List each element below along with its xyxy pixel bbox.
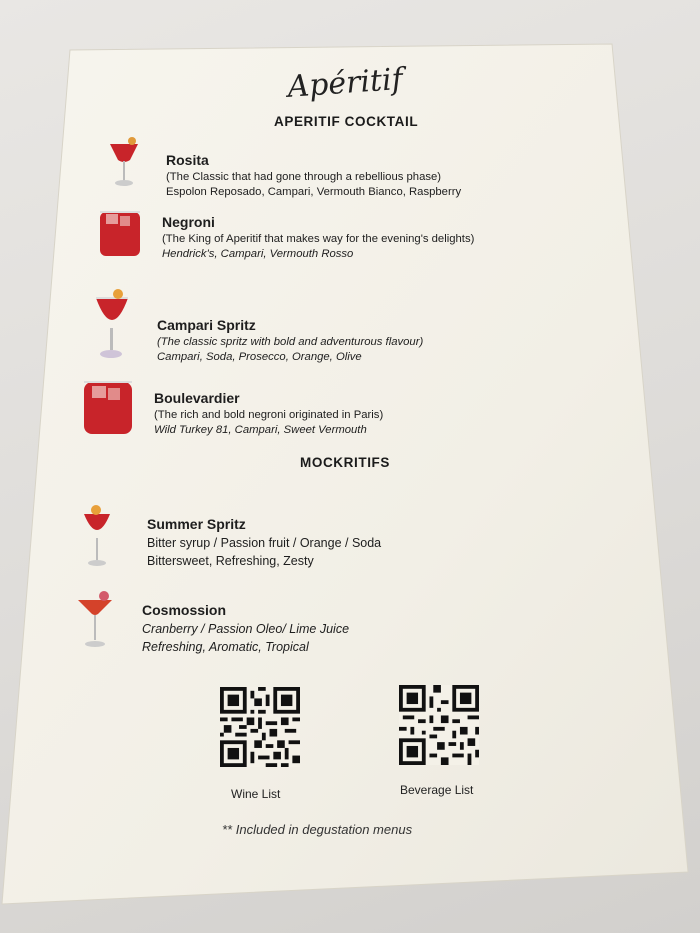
item-name: Boulevardier [154,390,240,406]
item-ingredients: Espolon Reposado, Campari, Vermouth Bianco, Raspberry [166,186,462,198]
degustation-footnote: ** Included in degustation menus [222,822,413,837]
item-name: Cosmossion [142,602,227,618]
menu-item-rosita [166,152,461,200]
item-name: Rosita [166,152,209,168]
item-flavours: Cranberry / Passion Oleo/ Lime Juice [142,622,350,636]
item-ingredients: Campari, Soda, Prosecco, Orange, Olive [157,351,362,363]
menu-item-campari-spritz [157,317,423,365]
item-name: Campari Spritz [157,317,256,333]
negroni-glass-icon [96,204,144,260]
rosita-glass-icon [104,130,144,192]
item-ingredients: Hendrick's, Campari, Vermouth Rosso [162,248,354,260]
item-description: (The King of Aperitif that makes way for the evening's delights) [162,233,475,245]
beverage-list-label: Beverage List [400,783,474,797]
item-notes: Bittersweet, Refreshing, Zesty [147,554,314,568]
beverage-list-qr-code[interactable] [399,684,479,766]
wine-list-qr-code[interactable] [220,686,300,768]
menu-item-boulevardier [154,390,383,438]
cosmossion-glass-icon [74,586,118,656]
menu-item-cosmossion [142,602,349,656]
item-name: Summer Spritz [147,516,246,532]
item-flavours: Bitter syrup / Passion fruit / Orange / Soda [147,536,382,550]
aperitif-logo: Apéritif [286,61,404,105]
item-ingredients: Wild Turkey 81, Campari, Sweet Vermouth [154,424,367,436]
item-notes: Refreshing, Aromatic, Tropical [142,640,309,654]
wine-list-label: Wine List [231,787,281,801]
campari-spritz-glass-icon [90,282,134,364]
menu-item-summer-spritz [147,516,381,570]
menu-item-negroni [162,214,474,262]
section-title-aperitif: APERITIF COCKTAIL [274,114,419,129]
boulevardier-glass-icon [80,376,136,436]
section-title-mockritifs: MOCKRITIFS [300,455,390,470]
item-description: (The rich and bold negroni originated in Paris) [154,409,384,421]
item-description: (The Classic that had gone through a rebellious phase) [166,171,442,183]
summer-spritz-glass-icon [80,500,114,570]
item-name: Negroni [162,214,215,230]
item-description: (The classic spritz with bold and adventurous flavour) [157,336,424,348]
